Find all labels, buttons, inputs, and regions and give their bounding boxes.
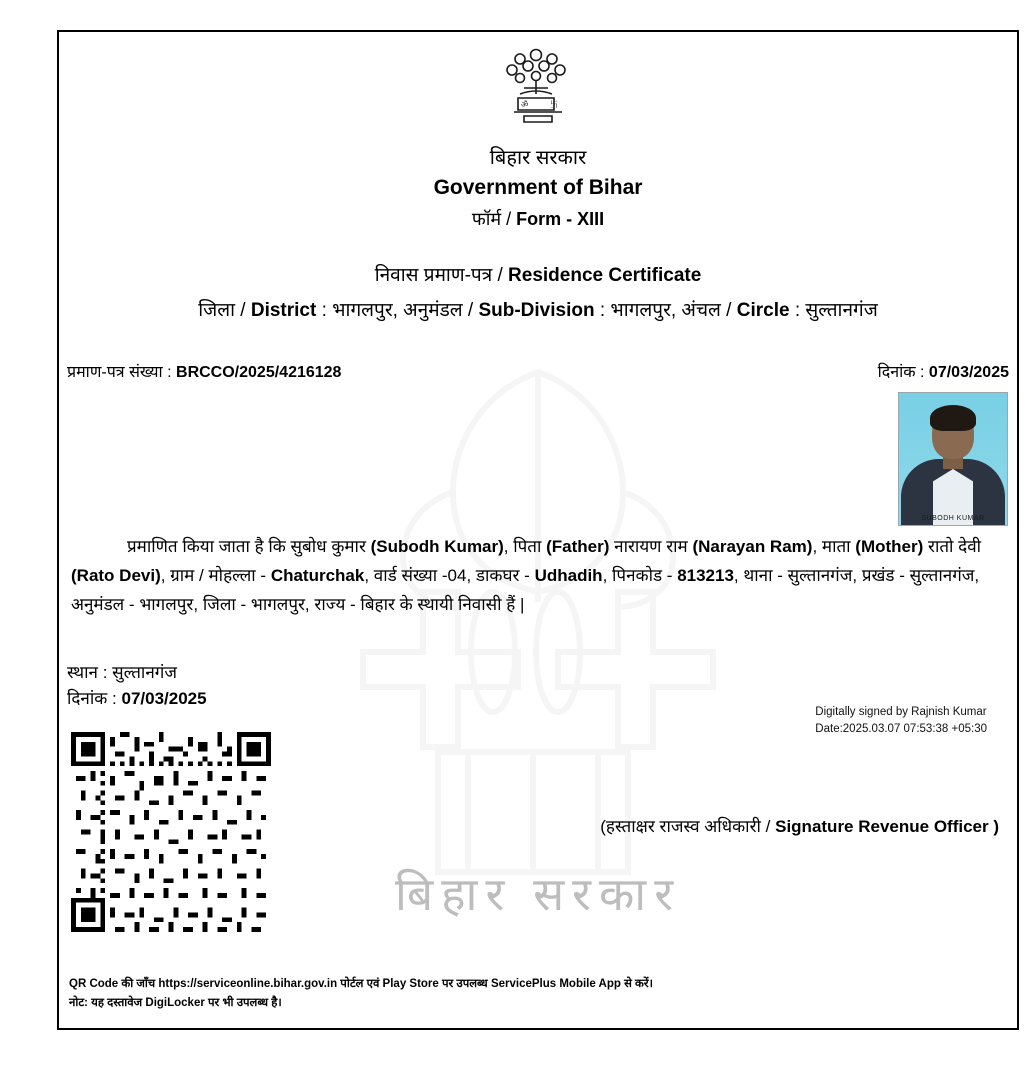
photo-hair [930, 405, 976, 431]
certificate-title-block [59, 261, 1017, 322]
header-block [59, 143, 1017, 231]
place-line [67, 660, 1017, 686]
india-state-emblem-icon [490, 46, 586, 132]
certificate-body [71, 532, 1005, 620]
subdivision-value: : भागलपुर, [594, 300, 682, 321]
mother-name-en: (Rato Devi) [71, 566, 161, 586]
date-value: 07/03/2025 [121, 689, 207, 709]
signature-line [600, 814, 999, 837]
svg-text:卐: 卐 [550, 100, 558, 109]
form-label-hi: फॉर्म / [471, 209, 517, 229]
date-label: दिनांक : [67, 689, 122, 709]
certificate-title [59, 261, 1017, 287]
body-seg-5: रातो देवी [923, 537, 982, 556]
watermark-text: बिहार सरकार [394, 868, 682, 920]
qr-code-icon [71, 732, 271, 932]
district-value: : भागलपुर, [316, 300, 404, 321]
applicant-photo [898, 392, 1008, 526]
form-label [59, 207, 1017, 231]
jurisdiction-line [59, 296, 1017, 322]
subdivision-label-en: Sub-Division [478, 300, 595, 321]
place-value: सुल्तानगंज [112, 662, 177, 682]
body-seg-6: , ग्राम / मोहल्ला - [160, 566, 271, 586]
digital-signature-date: Date:2025.03.07 07:53:38 +05:30 [815, 722, 987, 735]
post-office-name: Udhadih [534, 566, 603, 586]
body-seg-1: प्रमाणित किया जाता है कि सुबोध कुमार [127, 537, 371, 556]
village-name: Chaturchak [270, 566, 365, 586]
svg-text:ॐ: ॐ [521, 100, 529, 109]
issue-date-value: 07/03/2025 [928, 364, 1009, 381]
body-seg-4: , माता [812, 537, 856, 556]
body-seg-7: , वार्ड संख्या -04, डाकघर - [364, 566, 535, 586]
footer-note-line1: QR Code की जाँच https://serviceonline.bihar.gov.in पोर्टल एवं Play Store पर उपलब्ध ServicePlus Mobile App से करें। [69, 977, 653, 990]
gov-title-hi: बिहार सरकार [489, 147, 587, 169]
certificate-title-en: Residence Certificate [508, 265, 702, 286]
father-label-en: (Father) [546, 537, 610, 556]
circle-label-en: Circle [736, 300, 790, 321]
father-name-en: (Narayan Ram) [692, 537, 813, 556]
photo-caption: SUBODH KUMAR [921, 515, 985, 522]
residence-certificate [57, 30, 1019, 1030]
district-label-en: District [250, 300, 317, 321]
signature-line-hi: (हस्ताक्षर राजस्व अधिकारी / [600, 817, 776, 836]
subdivision-label-hi: अनुमंडल / [403, 300, 479, 321]
pincode-value: 813213 [677, 566, 734, 586]
digital-signature-signer: Digitally signed by Rajnish Kumar [815, 706, 987, 718]
digital-signature-info [815, 704, 987, 737]
place-label: स्थान : [67, 662, 113, 682]
body-seg-8: , पिनकोड - [602, 566, 678, 586]
qr-code [71, 732, 271, 932]
footer-note [69, 975, 653, 1014]
body-seg-3: नारायण राम [609, 537, 693, 556]
form-label-en: Form - XIII [516, 209, 605, 229]
gov-title-en: Government of Bihar [433, 176, 643, 199]
applicant-name-en: (Subodh Kumar) [370, 537, 504, 556]
body-seg-2: , पिता [503, 537, 547, 556]
footer-note-line2: नोट: यह दस्तावेज DigiLocker पर भी उपलब्ध है। [69, 997, 282, 1010]
mother-label-en: (Mother) [855, 537, 924, 556]
meta-row [59, 360, 1017, 382]
certificate-number-label: प्रमाण-पत्र संख्या : [67, 364, 177, 381]
circle-label-hi: अंचल / [681, 300, 737, 321]
body-seg-9: , थाना - सुल्तानगंज, प्रखंड - सुल्तानगंज, अनुमंडल - भागलपुर, जिला - भागलपुर, राज्य - बिहार के स्थायी निवासी हैं | [71, 566, 980, 615]
certificate-number [67, 360, 341, 382]
district-label-hi: जिला / [198, 300, 251, 321]
circle-value: : सुल्तानगंज [789, 300, 878, 321]
certificate-title-hi: निवास प्रमाण-पत्र / [374, 265, 509, 286]
issue-date [878, 360, 1009, 382]
state-emblem [59, 32, 1017, 137]
signature-line-en: Signature Revenue Officer ) [775, 817, 999, 836]
issue-date-label: दिनांक : [877, 364, 929, 381]
certificate-number-value: BRCCO/2025/4216128 [176, 364, 342, 381]
